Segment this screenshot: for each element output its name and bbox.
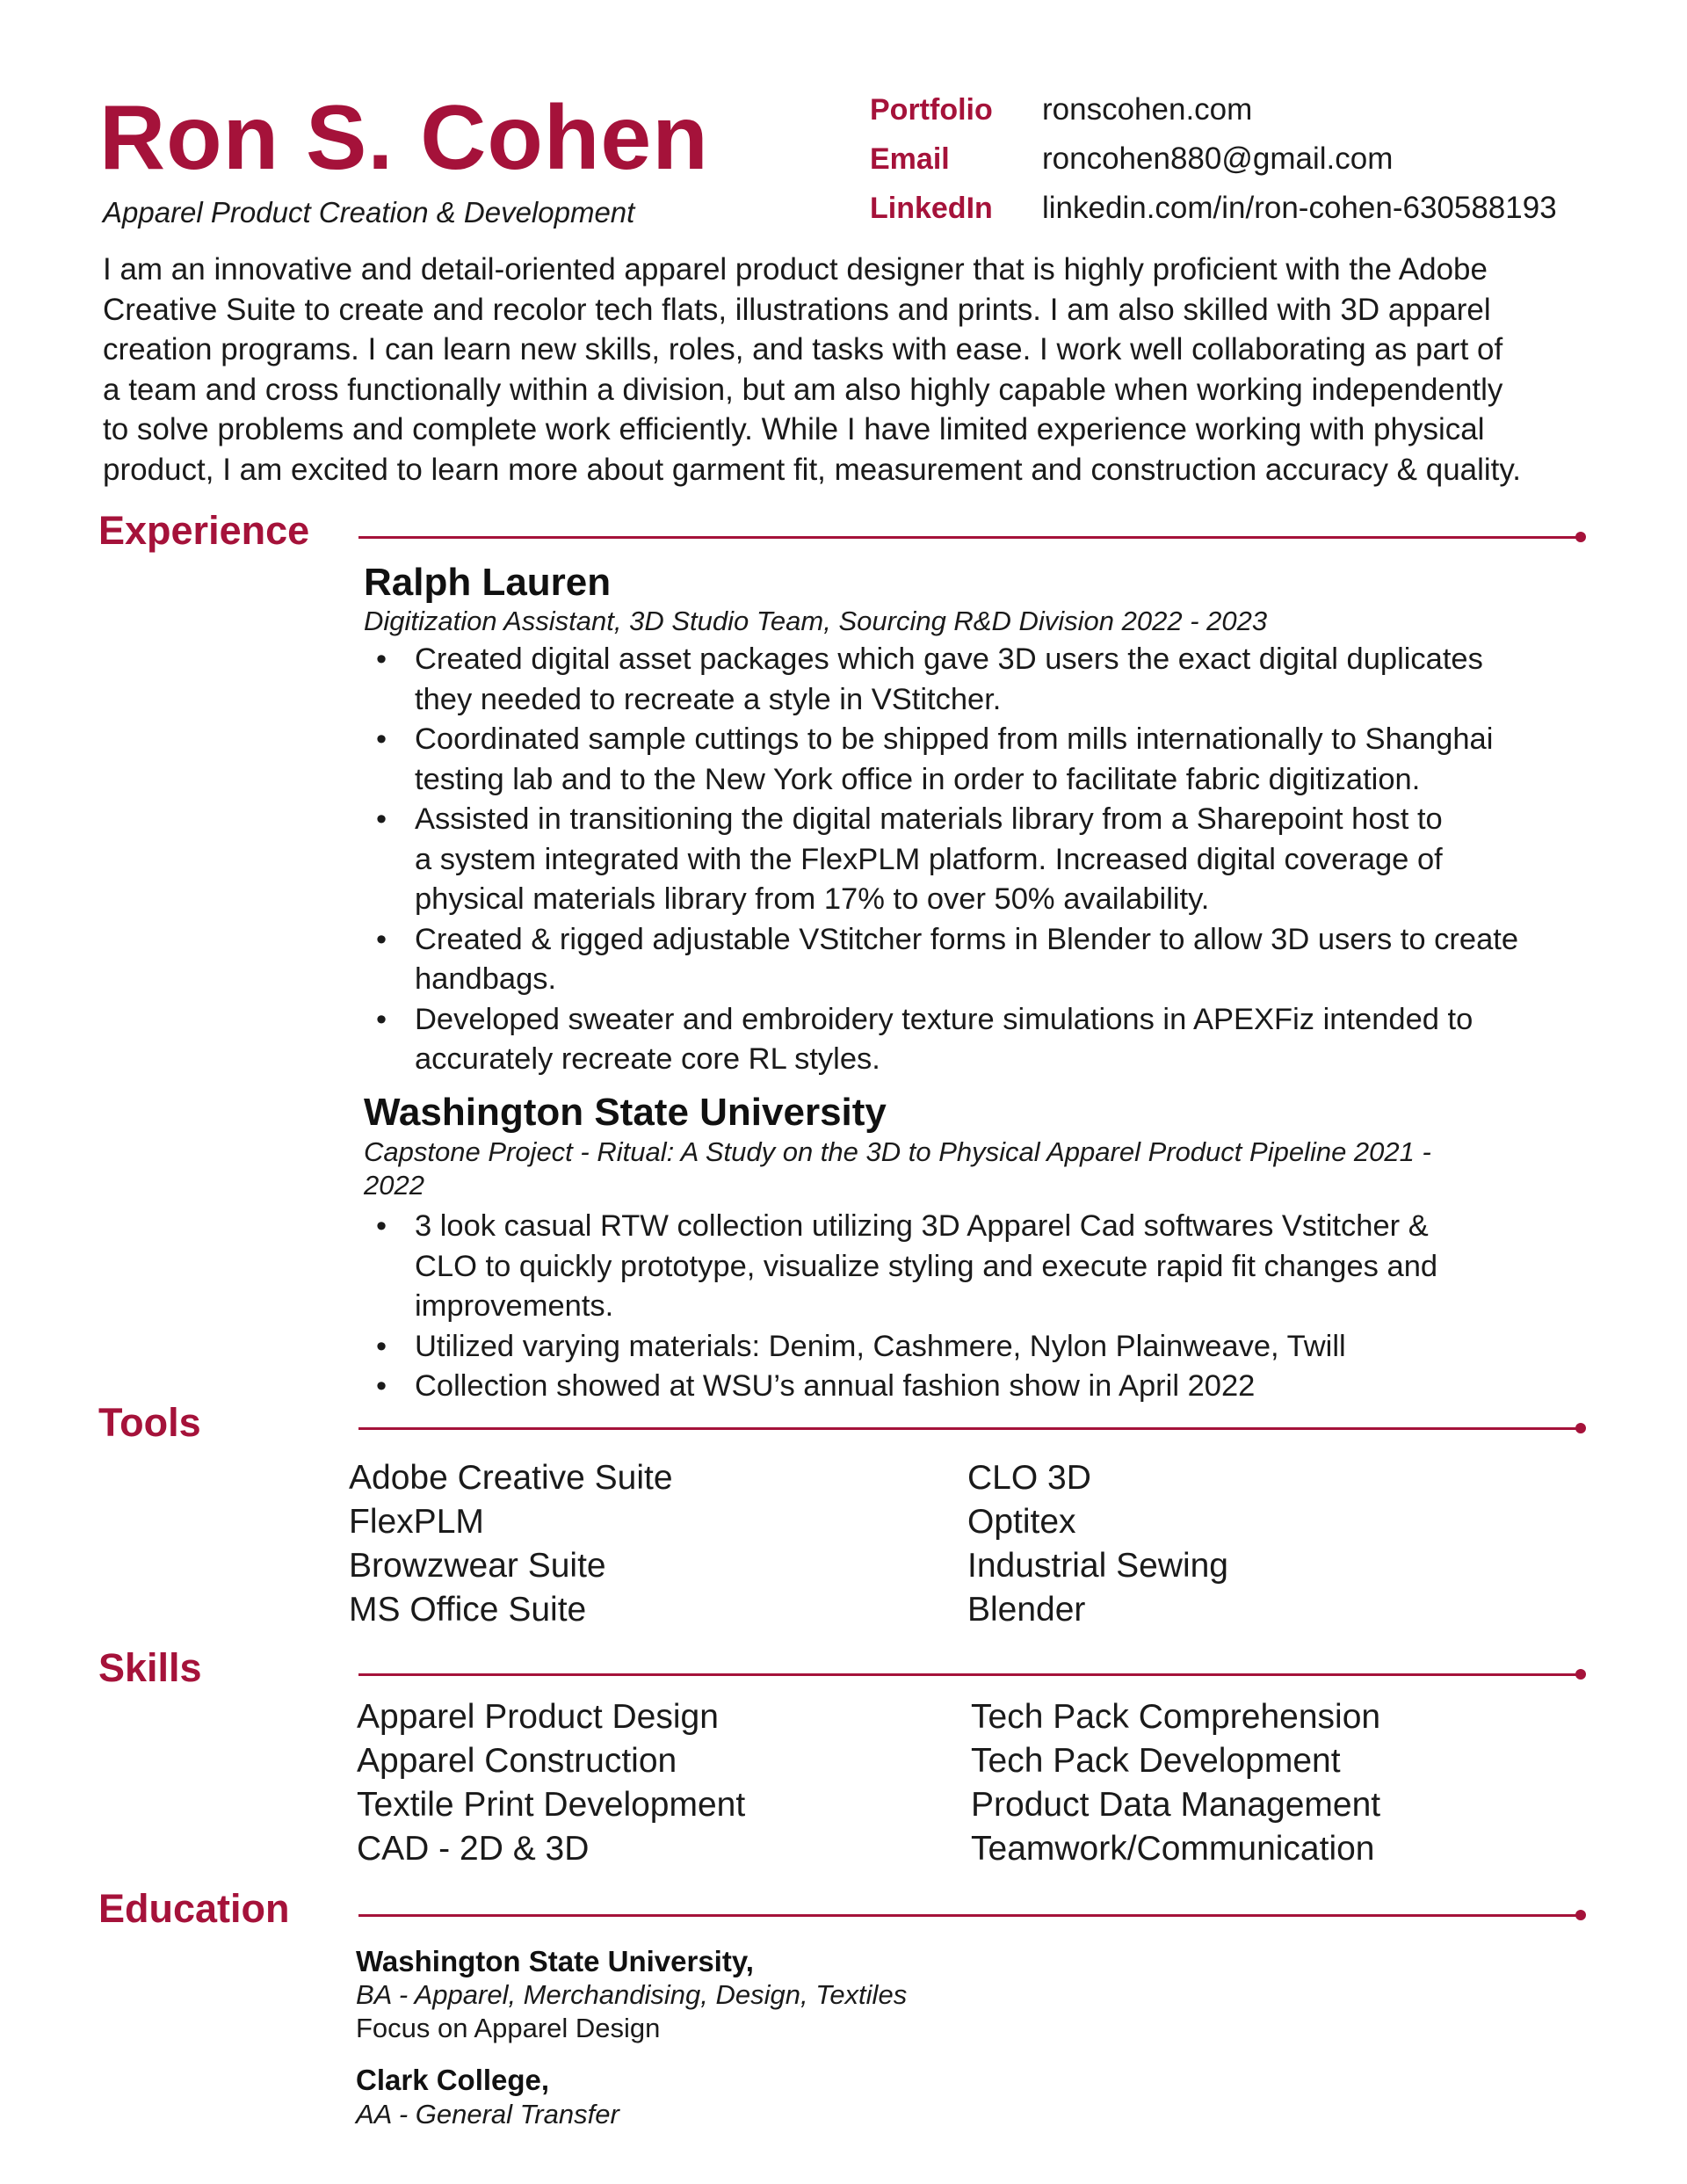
- divider-dot: [1575, 532, 1586, 542]
- section-divider: [358, 536, 1580, 539]
- skill-item: Teamwork/Communication: [971, 1830, 1375, 1868]
- section-divider: [358, 1427, 1580, 1430]
- skill-item: Tech Pack Comprehension: [971, 1698, 1381, 1736]
- education-focus: Focus on Apparel Design: [356, 2013, 661, 2043]
- list-item: • Created digital asset packages which gave 3D users the exact digital duplicates they needed to recreate a style in VStitcher.: [364, 640, 1518, 720]
- tool-item: Optitex: [967, 1503, 1076, 1541]
- bullet-line: physical materials library from 17% to over 50% availability.: [415, 882, 1210, 916]
- bullet-line: Collection showed at WSU’s annual fashion show in April 2022: [415, 1369, 1256, 1403]
- linkedin-link[interactable]: linkedin.com/in/ron-cohen-630588193: [1042, 191, 1557, 225]
- tool-item: CLO 3D: [967, 1459, 1091, 1497]
- experience-org: Washington State University: [364, 1091, 887, 1134]
- linkedin-label: LinkedIn: [870, 192, 993, 225]
- section-title-education: Education: [98, 1886, 290, 1931]
- skill-item: Apparel Product Design: [357, 1698, 719, 1736]
- bullet-line: Assisted in transitioning the digital materials library from a Sharepoint host to: [415, 802, 1443, 836]
- tool-item: Adobe Creative Suite: [349, 1459, 673, 1497]
- email-label: Email: [870, 142, 950, 176]
- list-item: • 3 look casual RTW collection utilizing 3D Apparel Cad softwares Vstitcher & CLO to quickly prototype, visualize styling and execute rapid fit changes and improvements.: [364, 1207, 1437, 1327]
- bullet-line: a system integrated with the FlexPLM platform. Increased digital coverage of: [415, 842, 1443, 876]
- summary: [103, 250, 1596, 490]
- bullet-line: Coordinated sample cuttings to be shipped from mills internationally to Shanghai: [415, 722, 1494, 756]
- bullet-line: improvements.: [415, 1289, 614, 1323]
- divider-dot: [1575, 1910, 1586, 1920]
- email-link[interactable]: roncohen880@gmail.com: [1042, 141, 1394, 176]
- summary-line: to solve problems and complete work efficiently. While I have limited experience working with physical: [103, 412, 1485, 446]
- skill-item: CAD - 2D & 3D: [357, 1830, 590, 1868]
- bullet-line: 3 look casual RTW collection utilizing 3D Apparel Cad softwares Vstitcher &: [415, 1209, 1429, 1243]
- skill-item: Apparel Construction: [357, 1742, 677, 1780]
- bullet-line: Utilized varying materials: Denim, Cashmere, Nylon Plainweave, Twill: [415, 1329, 1346, 1363]
- divider-dot: [1575, 1669, 1586, 1680]
- tool-item: FlexPLM: [349, 1503, 484, 1541]
- divider-dot: [1575, 1423, 1586, 1433]
- experience-bullets: [364, 640, 1518, 1080]
- bullet-line: accurately recreate core RL styles.: [415, 1042, 880, 1076]
- summary-line: creation programs. I can learn new skills, roles, and tasks with ease. I work well collaborating as part of: [103, 332, 1503, 366]
- section-divider: [358, 1673, 1580, 1676]
- list-item: • Collection showed at WSU’s annual fashion show in April 2022: [364, 1367, 1437, 1407]
- education-degree: BA - Apparel, Merchandising, Design, Textiles: [356, 1979, 908, 2010]
- list-item: • Coordinated sample cuttings to be shipped from mills internationally to Shanghai testing lab and to the New York office in order to facilitate fabric digitization.: [364, 720, 1518, 800]
- portfolio-label: Portfolio: [870, 93, 993, 127]
- experience-role: Capstone Project - Ritual: A Study on the 3D to Physical Apparel Product Pipeline 2021 -: [364, 1136, 1431, 1167]
- section-title-experience: Experience: [98, 508, 310, 553]
- bullet-line: Created digital asset packages which gave 3D users the exact digital duplicates: [415, 642, 1483, 676]
- portfolio-link[interactable]: ronscohen.com: [1042, 92, 1253, 127]
- education-school: Washington State University,: [356, 1945, 754, 1977]
- skill-item: Tech Pack Development: [971, 1742, 1341, 1780]
- bullet-line: Developed sweater and embroidery texture simulations in APEXFiz intended to: [415, 1002, 1473, 1036]
- tool-item: MS Office Suite: [349, 1591, 587, 1629]
- bullet-line: testing lab and to the New York office in order to facilitate fabric digitization.: [415, 762, 1421, 796]
- experience-org: Ralph Lauren: [364, 561, 612, 604]
- bullet-line: handbags.: [415, 962, 557, 996]
- experience-bullets: [364, 1207, 1437, 1407]
- candidate-tagline: Apparel Product Creation & Development: [103, 196, 635, 229]
- bullet-line: CLO to quickly prototype, visualize styling and execute rapid fit changes and: [415, 1249, 1438, 1283]
- tool-item: Browzwear Suite: [349, 1547, 606, 1585]
- tool-item: Industrial Sewing: [967, 1547, 1228, 1585]
- list-item: • Created & rigged adjustable VStitcher forms in Blender to allow 3D users to create handbags.: [364, 920, 1518, 1000]
- section-divider: [358, 1914, 1580, 1917]
- summary-line: a team and cross functionally within a division, but am also highly capable when working independently: [103, 372, 1503, 407]
- list-item: • Utilized varying materials: Denim, Cashmere, Nylon Plainweave, Twill: [364, 1327, 1437, 1368]
- list-item: • Developed sweater and embroidery texture simulations in APEXFiz intended to accurately recreate core RL styles.: [364, 1000, 1518, 1080]
- skill-item: Product Data Management: [971, 1786, 1381, 1824]
- bullet-line: they needed to recreate a style in VStitcher.: [415, 682, 1002, 716]
- experience-role: Digitization Assistant, 3D Studio Team, Sourcing R&D Division 2022 - 2023: [364, 606, 1268, 636]
- tool-item: Blender: [967, 1591, 1086, 1629]
- education-degree: AA - General Transfer: [356, 2099, 619, 2130]
- list-item: • Assisted in transitioning the digital materials library from a Sharepoint host to a system integrated with the FlexPLM platform. Increased digital coverage of physical materials library from 17% to over 50% availability.: [364, 800, 1518, 920]
- summary-line: I am an innovative and detail-oriented apparel product designer that is highly proficient with the Adobe: [103, 252, 1488, 287]
- section-title-skills: Skills: [98, 1645, 202, 1690]
- experience-role: 2022: [364, 1170, 424, 1201]
- candidate-name: Ron S. Cohen: [99, 87, 709, 189]
- summary-line: Creative Suite to create and recolor tech flats, illustrations and prints. I am also skilled with 3D apparel: [103, 292, 1491, 327]
- summary-line: product, I am excited to learn more about garment fit, measurement and construction accuracy & quality.: [103, 452, 1522, 487]
- section-title-tools: Tools: [98, 1400, 201, 1445]
- skill-item: Textile Print Development: [357, 1786, 746, 1824]
- bullet-line: Created & rigged adjustable VStitcher forms in Blender to allow 3D users to create: [415, 922, 1519, 956]
- education-school: Clark College,: [356, 2064, 550, 2096]
